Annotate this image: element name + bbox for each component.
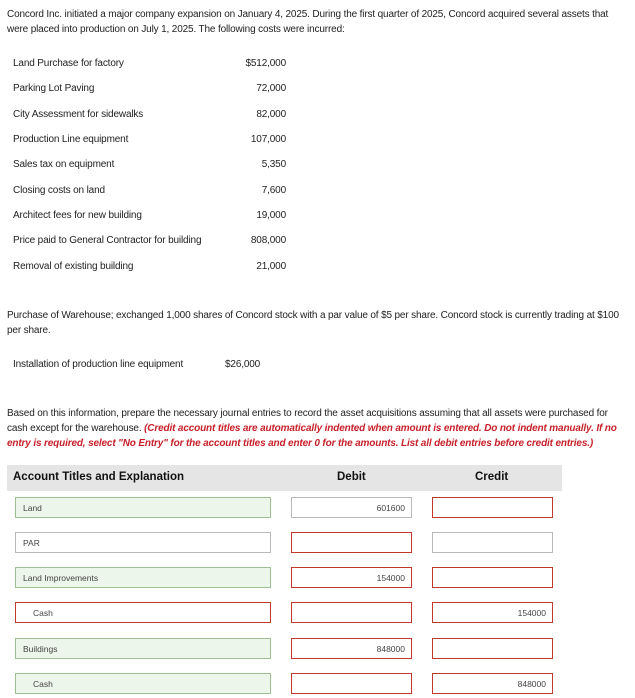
debit-input[interactable]: 154000 xyxy=(291,567,412,588)
account-select[interactable]: PAR xyxy=(15,532,271,553)
debit-input[interactable] xyxy=(291,602,412,623)
journal-row xyxy=(0,673,635,698)
cost-label: Architect fees for new building xyxy=(13,210,142,221)
cost-row xyxy=(0,183,300,201)
cost-label: Removal of existing building xyxy=(13,261,134,272)
cost-row xyxy=(0,132,300,150)
journal-row xyxy=(0,532,635,557)
credit-input[interactable]: 154000 xyxy=(432,602,553,623)
account-select[interactable]: Cash xyxy=(15,673,271,694)
cost-row xyxy=(0,233,300,251)
cost-amount: 19,000 xyxy=(256,210,286,221)
account-select[interactable]: Buildings xyxy=(15,638,271,659)
credit-input[interactable] xyxy=(432,567,553,588)
warehouse-note: Purchase of Warehouse; exchanged 1,000 shares of Concord stock with a par value of $5 per share. Concord stock is currently trading at $100 per share. xyxy=(7,310,619,336)
cost-label: City Assessment for sidewalks xyxy=(13,109,144,120)
installation-label: Installation of production line equipment xyxy=(13,359,184,370)
cost-label: Price paid to General Contractor for building xyxy=(13,235,202,246)
debit-input[interactable] xyxy=(291,532,412,553)
account-select[interactable]: Land xyxy=(15,497,271,518)
cost-amount: 107,000 xyxy=(250,134,286,145)
journal-row xyxy=(0,638,635,663)
cost-amount: $512,000 xyxy=(245,58,286,69)
credit-input[interactable] xyxy=(432,638,553,659)
credit-input[interactable] xyxy=(432,532,553,553)
instructions-text: Based on this information, prepare the necessary journal entries to record the asset acquisitions assuming that all assets were purchased for cash except for the warehouse. xyxy=(7,408,608,434)
journal-row xyxy=(0,497,635,522)
cost-label: Parking Lot Paving xyxy=(13,83,95,94)
cost-amount: 808,000 xyxy=(250,235,286,246)
cost-label: Production Line equipment xyxy=(13,134,129,145)
installation-amount: $26,000 xyxy=(225,359,261,370)
cost-row xyxy=(0,259,300,277)
journal-header xyxy=(7,465,562,491)
credit-input[interactable] xyxy=(432,497,553,518)
instructions xyxy=(7,406,625,451)
cost-amount: 7,600 xyxy=(261,185,286,196)
cost-row xyxy=(0,107,300,125)
instructions-emphasis: (Credit account titles are automatically indented when amount is entered. Do not indent manually. If no entry is required, select "No Entry" for the account titles and enter 0 for the amounts. List all debit entries before credit entries.) xyxy=(7,423,617,449)
cost-amount: 72,000 xyxy=(256,83,286,94)
journal-row xyxy=(0,602,635,627)
credit-column-header: Credit xyxy=(475,471,509,483)
cost-row xyxy=(0,56,300,74)
account-select[interactable]: Cash xyxy=(15,602,271,623)
debit-column-header: Debit xyxy=(337,471,366,483)
debit-input[interactable] xyxy=(291,673,412,694)
debit-input[interactable]: 848000 xyxy=(291,638,412,659)
journal-row xyxy=(0,567,635,592)
cost-amount: 21,000 xyxy=(256,261,286,272)
credit-input[interactable]: 848000 xyxy=(432,673,553,694)
account-column-header: Account Titles and Explanation xyxy=(13,471,185,483)
debit-input[interactable]: 601600 xyxy=(291,497,412,518)
account-select[interactable]: Land Improvements xyxy=(15,567,271,588)
cost-label: Closing costs on land xyxy=(13,185,105,196)
problem-intro: Concord Inc. initiated a major company expansion on January 4, 2025. During the first quarter of 2025, Concord acquired several assets that were placed into production on July 1, 2025. The following costs were incurred: xyxy=(7,9,609,35)
cost-label: Land Purchase for factory xyxy=(13,58,124,69)
cost-row xyxy=(0,81,300,99)
cost-row xyxy=(0,208,300,226)
cost-label: Sales tax on equipment xyxy=(13,159,115,170)
cost-amount: 5,350 xyxy=(261,159,286,170)
cost-amount: 82,000 xyxy=(256,109,286,120)
cost-row xyxy=(0,157,300,175)
